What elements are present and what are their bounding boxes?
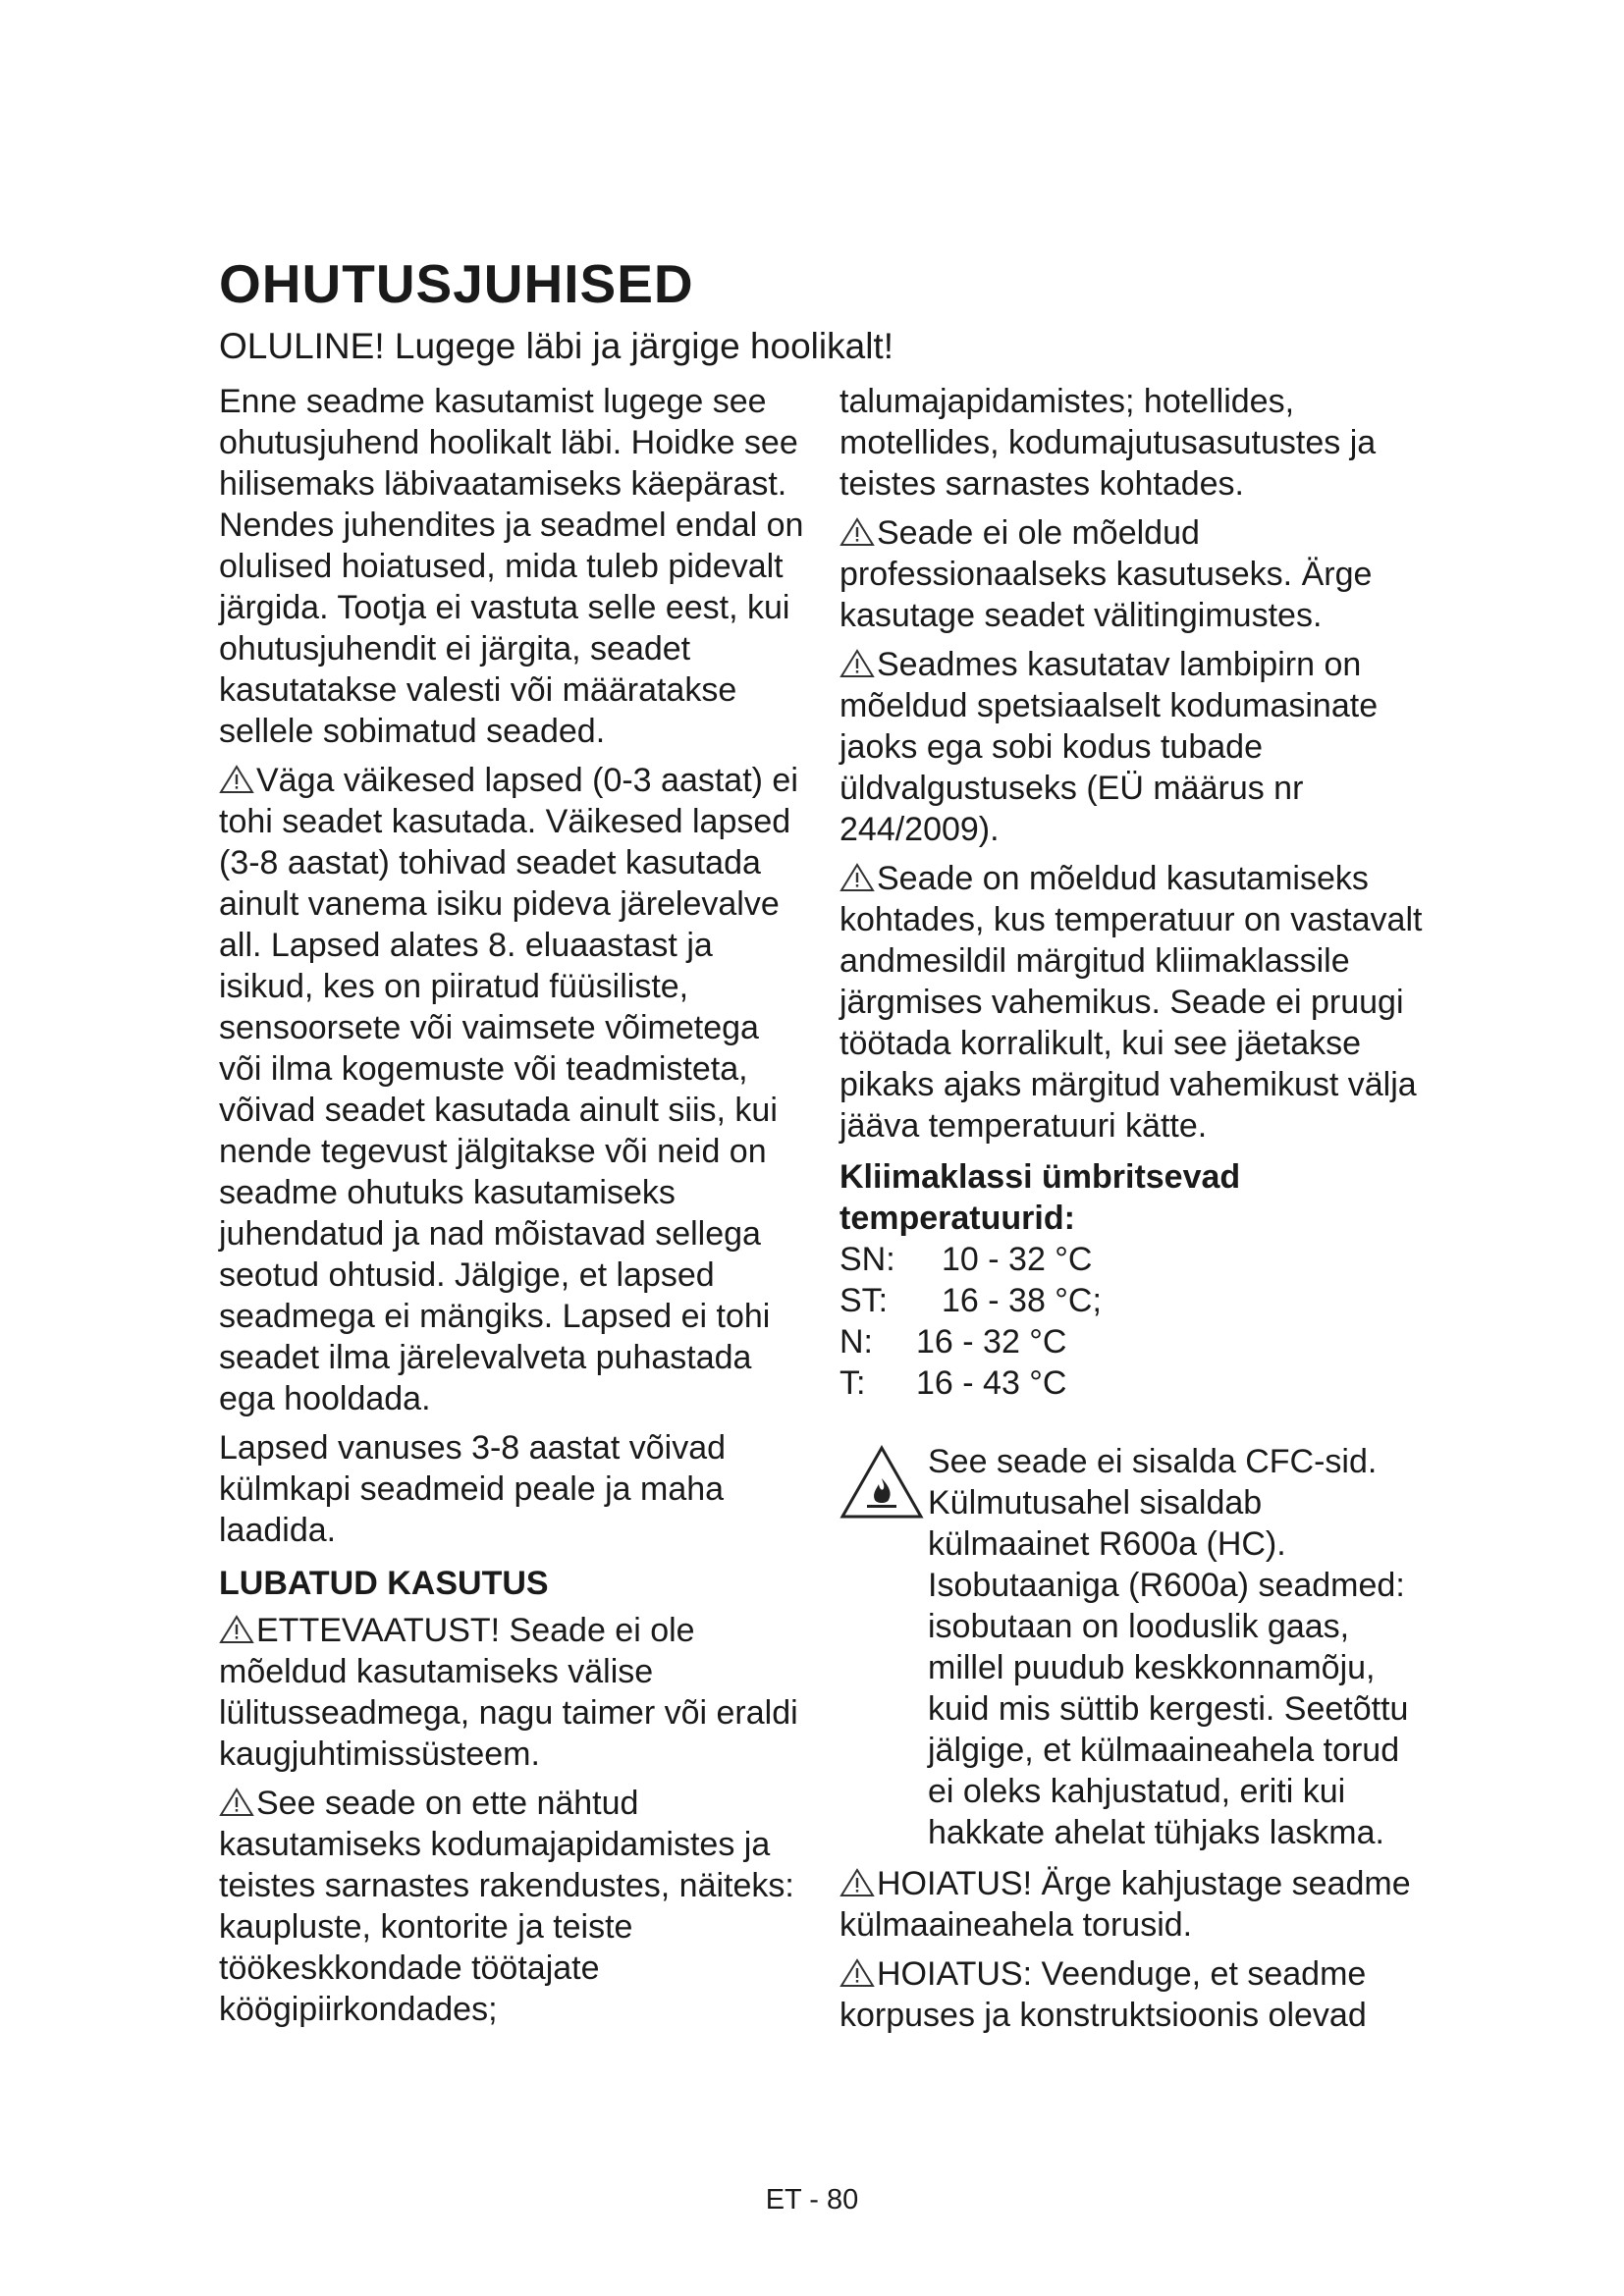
household-use-paragraph: See seade on ette nähtud kasutamiseks kodumajapidamistes ja teistes sarnastes rakendustes, näiteks: kaupluste, kontorite ja teiste töökeskkondade töötajate köögipiirkondades; xyxy=(219,1785,794,2028)
left-column xyxy=(219,381,808,2038)
warning-triangle-icon xyxy=(219,765,254,794)
refrigerant-paragraph: See seade ei sisalda CFC-sid. Külmutusahel sisaldab külmaainet R600a (HC). Isobutaaniga (R600a) seadmed: isobutaan on looduslik gaas, millel puudub keskkonnamõju, kuid mis süttib kergesti. Seetõttu jälgige, et külmaaineahela torud ei oleks kahjustatud, eriti kui hakkate ahelat tühjaks laskma. xyxy=(839,1441,1429,1853)
refrigerant-pipe-warning: HOIATUS! Ärge kahjustage seadme külmaaineahela torusid. xyxy=(839,1865,1411,1944)
temperature-range-warning: Seade on mõeldud kasutamiseks kohtades, kus temperatuur on vastavalt andmesildil märgitud kliimaklassile järgmises vahemikus. Seade ei pruugi töötada korralikult, kui see jäetakse pikaks ajaks märgitud vahemikust välja jääva temperatuuri kätte. xyxy=(839,860,1423,1145)
warning-triangle-icon xyxy=(839,517,875,547)
right-column xyxy=(839,381,1429,2044)
lamp-warning: Seadmes kasutatav lambipirn on mõeldud spetsiaalselt kodumasinate jaoks ega sobi kodus tubade üldvalgustuseks (EÜ määrus nr 244/2009). xyxy=(839,646,1379,848)
page-number: ET - 80 xyxy=(765,2184,859,2216)
professional-use-warning: Seade ei ole mõeldud professionaalseks kasutuseks. Ärge kasutage seadet välitingimustes. xyxy=(839,514,1373,634)
caution-paragraph: ETTEVAATUST! Seade ei ole mõeldud kasutamiseks välise lülitusseadmega, nagu taimer või eraldi kaugjuhtimissüsteem. xyxy=(219,1612,798,1773)
intro-paragraph: Enne seadme kasutamist lugege see ohutusjuhend hoolikalt läbi. Hoidke see hilisemaks läbivaatamiseks käepärast. Nendes juhendites ja seadmel endal on olulised hoiatused, mida tuleb pidevalt järgida. Tootja ei vastuta selle eest, kui ohutusjuhendit ei järgita, seadet kasutatakse valesti või määratakse sellele sobimatud seaded. xyxy=(219,383,804,750)
page-title: OHUTUSJUHISED xyxy=(219,253,694,314)
household-use-continued: talumajapidamistes; hotellides, motellides, kodumajutusasutustes ja teistes sarnastes kohtades. xyxy=(839,383,1377,503)
section-heading-lubatud-kasutus: LUBATUD KASUTUS xyxy=(219,1565,549,1602)
climate-class-table xyxy=(839,1239,1429,1404)
children-warning: Väga väikesed lapsed (0-3 aastat) ei tohi seadet kasutada. Väikesed lapsed (3-8 aastat) tohivad seadet kasutada ainult vanema isiku pideva järelevalve all. Lapsed alates 8. eluaastast ja isikud, kes on piiratud füüsiliste, sensoorsete või vaimsete võimetega või ilma kogemuste või teadmisteta, võivad seadet kasutada ainult siis, kui nende tegevust jälgitakse või neid on seadme ohutuks kasutamiseks juhendatud ja nad mõistavad sellega seotud ohtusid. Jälgige, et lapsed seadmega ei mängiks. Lapsed ei tohi seadet ilma järelevalveta puhastada ega hooldada. xyxy=(219,762,798,1417)
climate-class-row: T: 16 - 43 °C xyxy=(839,1364,1067,1402)
climate-class-row: N: 16 - 32 °C xyxy=(839,1323,1067,1361)
climate-class-row: ST: 16 - 38 °C; xyxy=(839,1282,1102,1319)
flammable-warning-icon xyxy=(839,1445,924,1520)
warning-triangle-icon xyxy=(839,863,875,892)
warning-triangle-icon xyxy=(839,649,875,678)
page-subtitle: OLULINE! Lugege läbi ja järgige hoolikalt! xyxy=(219,326,893,366)
children-loading-paragraph: Lapsed vanuses 3-8 aastat võivad külmkapi seadmeid peale ja maha laadida. xyxy=(219,1429,727,1549)
ventilation-warning: HOIATUS: Veenduge, et seadme korpuses ja konstruktsioonis olevad xyxy=(839,1955,1367,2034)
warning-triangle-icon xyxy=(839,1958,875,1988)
climate-class-row: SN: 10 - 32 °C xyxy=(839,1241,1093,1278)
warning-triangle-icon xyxy=(839,1868,875,1897)
warning-triangle-icon xyxy=(219,1615,254,1644)
climate-class-heading: Kliimaklassi ümbritsevad temperatuurid: xyxy=(839,1158,1241,1237)
warning-triangle-icon xyxy=(219,1788,254,1817)
